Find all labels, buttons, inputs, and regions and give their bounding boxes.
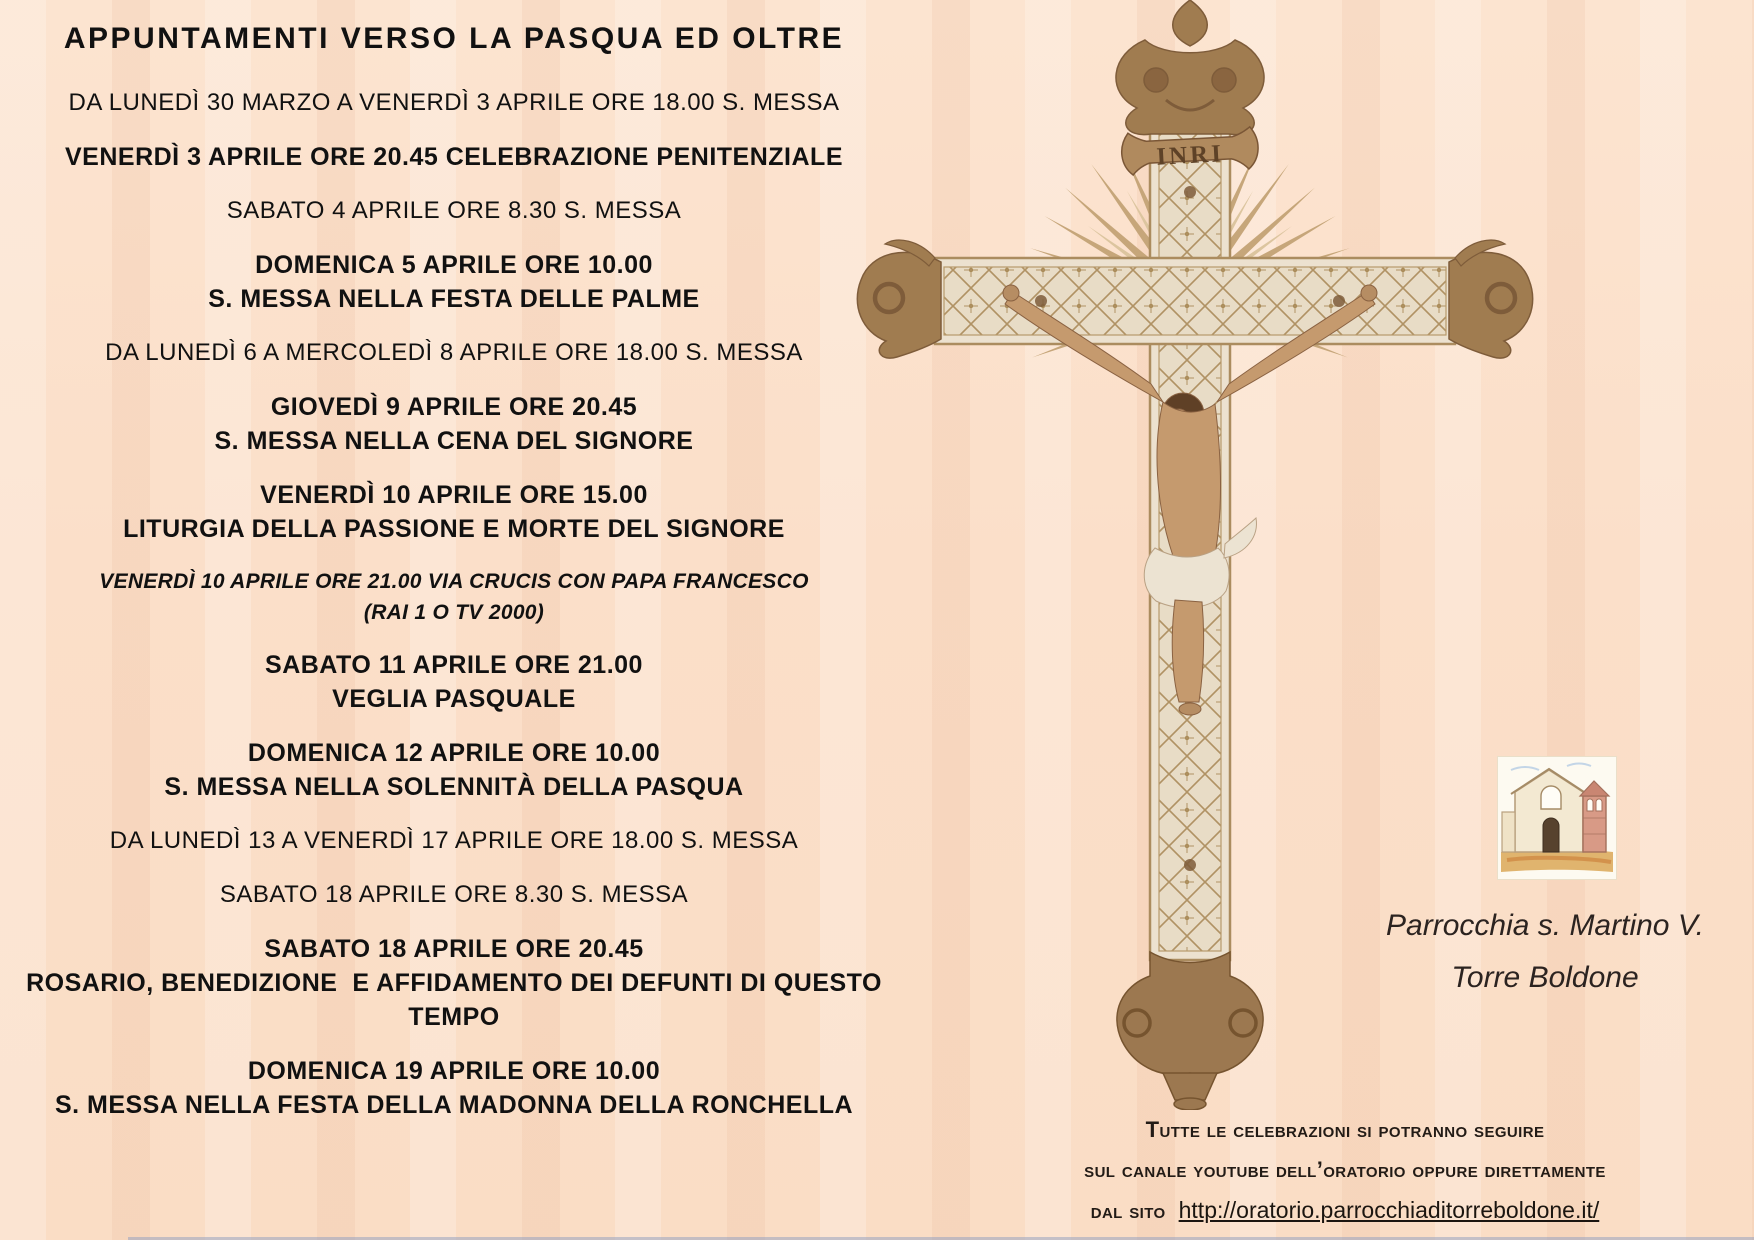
schedule-line: VENERDÌ 3 APRILE ORE 20.45 CELEBRAZIONE PENITENZIALE xyxy=(65,143,843,171)
schedule-line: LITURGIA DELLA PASSIONE E MORTE DEL SIGNORE xyxy=(123,515,785,543)
event-block xyxy=(0,648,908,716)
schedule-line: S. MESSA NELLA FESTA DELLE PALME xyxy=(208,285,700,313)
schedule-line: SABATO 4 APRILE ORE 8.30 S. MESSA xyxy=(226,197,682,224)
parish-name-line2: Torre Boldone xyxy=(1451,961,1639,994)
schedule-column xyxy=(0,14,908,1142)
event-block xyxy=(0,140,908,174)
top-finial xyxy=(1116,0,1264,135)
schedule-line: DA LUNEDÌ 13 A VENERDÌ 17 APRILE ORE 18.00 S. MESSA xyxy=(109,827,799,854)
event-block xyxy=(0,248,908,316)
schedule-line: ROSARIO, BENEDIZIONE E AFFIDAMENTO DEI DEFUNTI DI QUESTO TEMPO xyxy=(26,969,890,1031)
schedule-line: DA LUNEDÌ 6 A MERCOLEDÌ 8 APRILE ORE 18.00 S. MESSA xyxy=(105,339,803,366)
event-block xyxy=(0,932,908,1034)
page-title: APPUNTAMENTI VERSO LA PASQUA ED OLTRE xyxy=(63,22,845,55)
streaming-note-line3 xyxy=(945,1190,1745,1231)
event-block xyxy=(0,566,908,628)
schedule-line: DOMENICA 12 APRILE ORE 10.00 xyxy=(247,739,661,767)
schedule-line: SABATO 18 APRILE ORE 20.45 xyxy=(264,935,644,963)
streaming-note xyxy=(945,1110,1745,1231)
event-block xyxy=(0,1054,908,1122)
schedule-line: VEGLIA PASQUALE xyxy=(332,685,576,713)
site-link[interactable]: http://oratorio.parrocchiaditorreboldone.it/ xyxy=(1178,1197,1600,1223)
schedule-line: S. MESSA NELLA SOLENNITÀ DELLA PASQUA xyxy=(164,773,744,801)
event-block xyxy=(0,86,908,120)
parish-name-line1: Parrocchia s. Martino V. xyxy=(1386,909,1704,942)
streaming-note-line2: sul canale youtube dell’oratorio oppure direttamente xyxy=(1084,1157,1606,1182)
schedule-line: S. MESSA NELLA CENA DEL SIGNORE xyxy=(214,427,694,455)
schedule-line: (RAI 1 O TV 2000) xyxy=(363,601,545,624)
schedule-line: GIOVEDÌ 9 APRILE ORE 20.45 xyxy=(270,393,638,421)
schedule-line: SABATO 11 APRILE ORE 21.00 xyxy=(265,651,643,679)
base-ornament xyxy=(1117,952,1263,1110)
event-block xyxy=(0,336,908,370)
dal-sito-label: dal sito xyxy=(1090,1198,1166,1223)
schedule-line: DOMENICA 19 APRILE ORE 10.00 xyxy=(247,1057,661,1085)
schedule-line: S. MESSA NELLA FESTA DELLA MADONNA DELLA RONCHELLA xyxy=(54,1091,854,1119)
event-block xyxy=(0,478,908,546)
event-block xyxy=(0,736,908,804)
streaming-note-line1: Tutte le celebrazioni si potranno seguire xyxy=(1145,1117,1545,1142)
schedule-line: DOMENICA 5 APRILE ORE 10.00 xyxy=(255,251,653,279)
event-block xyxy=(0,390,908,458)
schedule-line: VENERDÌ 10 APRILE ORE 21.00 VIA CRUCIS CON PAPA FRANCESCO xyxy=(99,570,809,593)
schedule-line: SABATO 18 APRILE ORE 8.30 S. MESSA xyxy=(219,881,689,908)
parish-name xyxy=(1330,900,1754,1004)
svg-text:INRI: INRI xyxy=(1155,140,1225,171)
schedule-line: VENERDÌ 10 APRILE ORE 15.00 xyxy=(260,481,648,509)
event-block xyxy=(0,194,908,228)
schedule-line: DA LUNEDÌ 30 MARZO A VENERDÌ 3 APRILE ORE 18.00 S. MESSA xyxy=(68,89,840,116)
church-drawing xyxy=(1497,756,1617,880)
event-block xyxy=(0,878,908,912)
event-block xyxy=(0,824,908,858)
